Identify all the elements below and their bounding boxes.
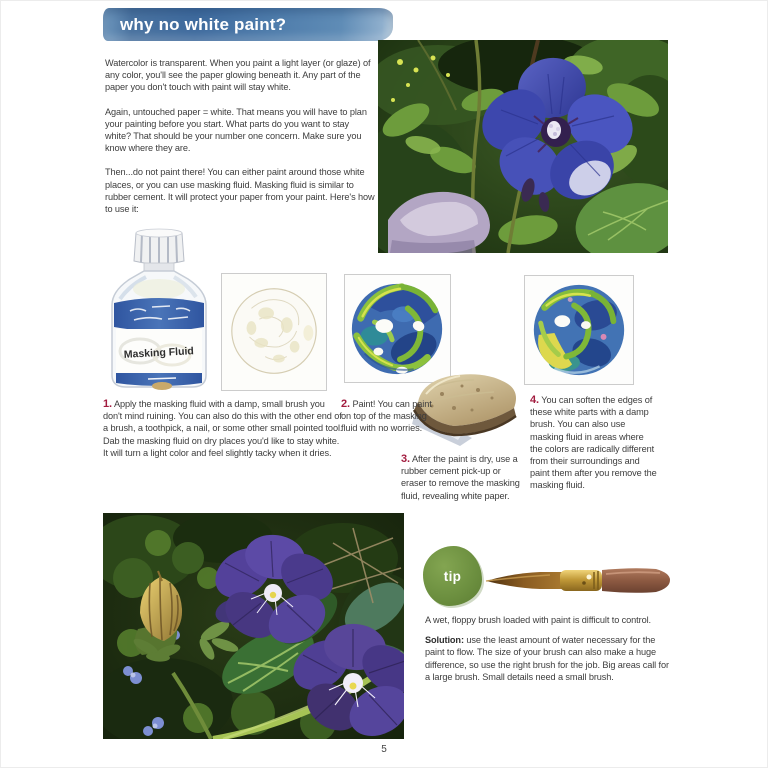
tip-solution-text: use the least amount of water necessary for the paint to flow. The size of your brush can also make a huge difference, so use the right brush for the job. Big areas call for a large brush. Small details need a small brush. bbox=[425, 635, 669, 682]
tip-badge bbox=[423, 546, 482, 606]
step-4 bbox=[530, 394, 658, 492]
page-number: 5 bbox=[381, 744, 387, 755]
step-4-text: You can soften the edges of these white parts with a damp brush. You can also use masking fluid in areas where the colors are radically different from their surroundings and paint them after you remove the masking fluid. bbox=[530, 395, 657, 491]
tip-solution bbox=[425, 634, 670, 683]
intro-paragraph: Again, untouched paper = white. That means you will have to plan your painting before you start. What parts do you want to stay white? That should be your number one concern. Make sure you know where they are. bbox=[105, 106, 367, 154]
masking-fluid-bottle-image bbox=[100, 227, 218, 392]
page-title: why no white paint? bbox=[120, 15, 287, 34]
step-4-number: 4. bbox=[530, 394, 539, 406]
title-banner bbox=[103, 8, 393, 41]
step-3-text: After the paint is dry, use a rubber cement pick-up or eraser to remove the masking fluid, revealing white paper. bbox=[401, 454, 520, 501]
painted-ball-finished-image bbox=[524, 275, 634, 385]
step-3-number: 3. bbox=[401, 453, 410, 465]
hibiscus-painting-image bbox=[378, 40, 668, 253]
sketch-with-masking-fluid-image bbox=[221, 273, 327, 391]
tip-solution-label: Solution: bbox=[425, 635, 464, 646]
tip-badge-label: tip bbox=[443, 568, 462, 584]
step-2-number: 2. bbox=[341, 398, 350, 410]
step-3 bbox=[401, 453, 527, 502]
step-1-text: Apply the masking fluid with a damp, small brush you don't mind ruining. You can also do this with the other end of a brush, a toothpick, a nail, or some other small pointed tool. Dab the masking fluid on dry places you'd like to stay white. It will turn a light color and feel slightly tacky when it dries. bbox=[103, 399, 343, 458]
violets-painting-image bbox=[103, 513, 404, 739]
bottle-label-text: Masking Fluid bbox=[123, 345, 195, 361]
step-2 bbox=[341, 398, 433, 435]
step-2-text: Paint! You can paint on top of the masking fluid with no worries. bbox=[341, 399, 432, 434]
intro-text bbox=[105, 57, 375, 227]
intro-paragraph: Then...do not paint there! You can either paint around those white places, or you can use masking fluid. Masking fluid is similar to rubber cement. It will protect your paper from your paint. Here's how to use it: bbox=[105, 167, 375, 215]
tip-text bbox=[425, 614, 670, 691]
watercolor-brush-image bbox=[484, 565, 670, 595]
step-1-number: 1. bbox=[103, 398, 112, 410]
tip-intro: A wet, floppy brush loaded with paint is difficult to control. bbox=[425, 615, 651, 625]
intro-paragraph: Watercolor is transparent. When you paint a light layer (or glaze) of any color, you'll see the paper glowing beneath it. Any part of the paper you don't touch with paint will stay white. bbox=[105, 58, 371, 93]
step-1 bbox=[103, 398, 343, 459]
